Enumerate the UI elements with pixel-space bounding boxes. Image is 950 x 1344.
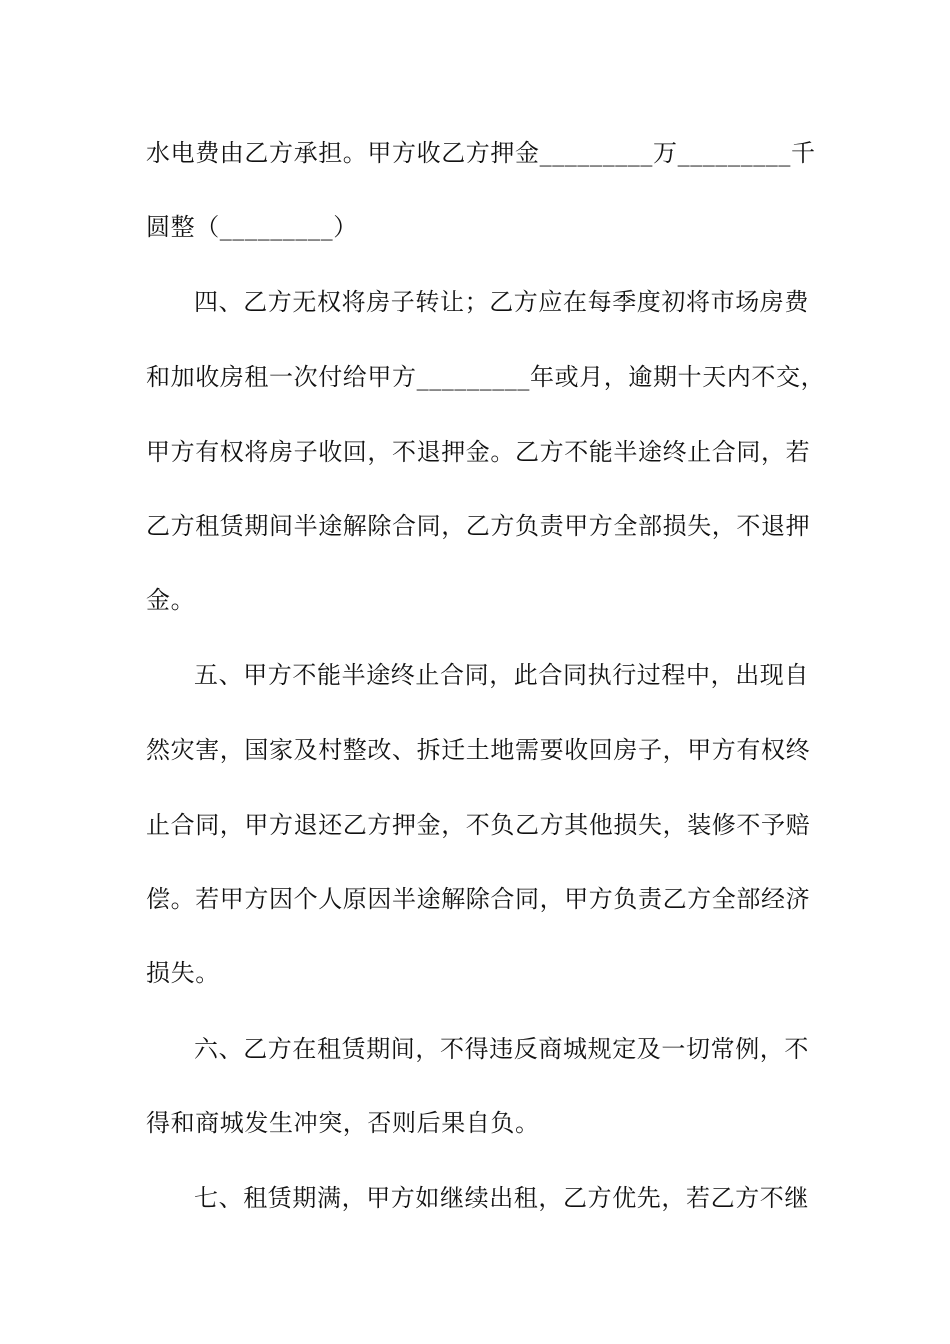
text-line: 和加收房租一次付给甲方_________年或月，逾期十天内不交，	[146, 363, 826, 391]
text-line: 止合同，甲方退还乙方押金，不负乙方其他损失，装修不予赔	[146, 811, 811, 839]
text-line: 得和商城发生冲突，否则后果自负。	[146, 1109, 540, 1137]
text-line: 然灾害，国家及村整改、拆迁土地需要收回房子，甲方有权终	[146, 736, 811, 764]
text-line: 圆整（_________）	[146, 213, 358, 241]
text-line: 水电费由乙方承担。甲方收乙方押金_________万_________千	[146, 139, 816, 167]
text-line: 偿。若甲方因个人原因半途解除合同，甲方负责乙方全部经济	[146, 885, 811, 913]
text-line: 乙方租赁期间半途解除合同，乙方负责甲方全部损失，不退押	[146, 512, 811, 540]
paragraph-four-start: 四、乙方无权将房子转让；乙方应在每季度初将市场房费	[194, 288, 809, 316]
text-line: 甲方有权将房子收回，不退押金。乙方不能半途终止合同，若	[146, 438, 811, 466]
paragraph-seven-start: 七、租赁期满，甲方如继续出租，乙方优先，若乙方不继	[194, 1184, 809, 1212]
text-line: 金。	[146, 586, 196, 614]
paragraph-five-start: 五、甲方不能半途终止合同，此合同执行过程中，出现自	[194, 661, 809, 689]
paragraph-six-start: 六、乙方在租赁期间，不得违反商城规定及一切常例，不	[194, 1035, 809, 1063]
text-line: 损失。	[146, 959, 220, 987]
